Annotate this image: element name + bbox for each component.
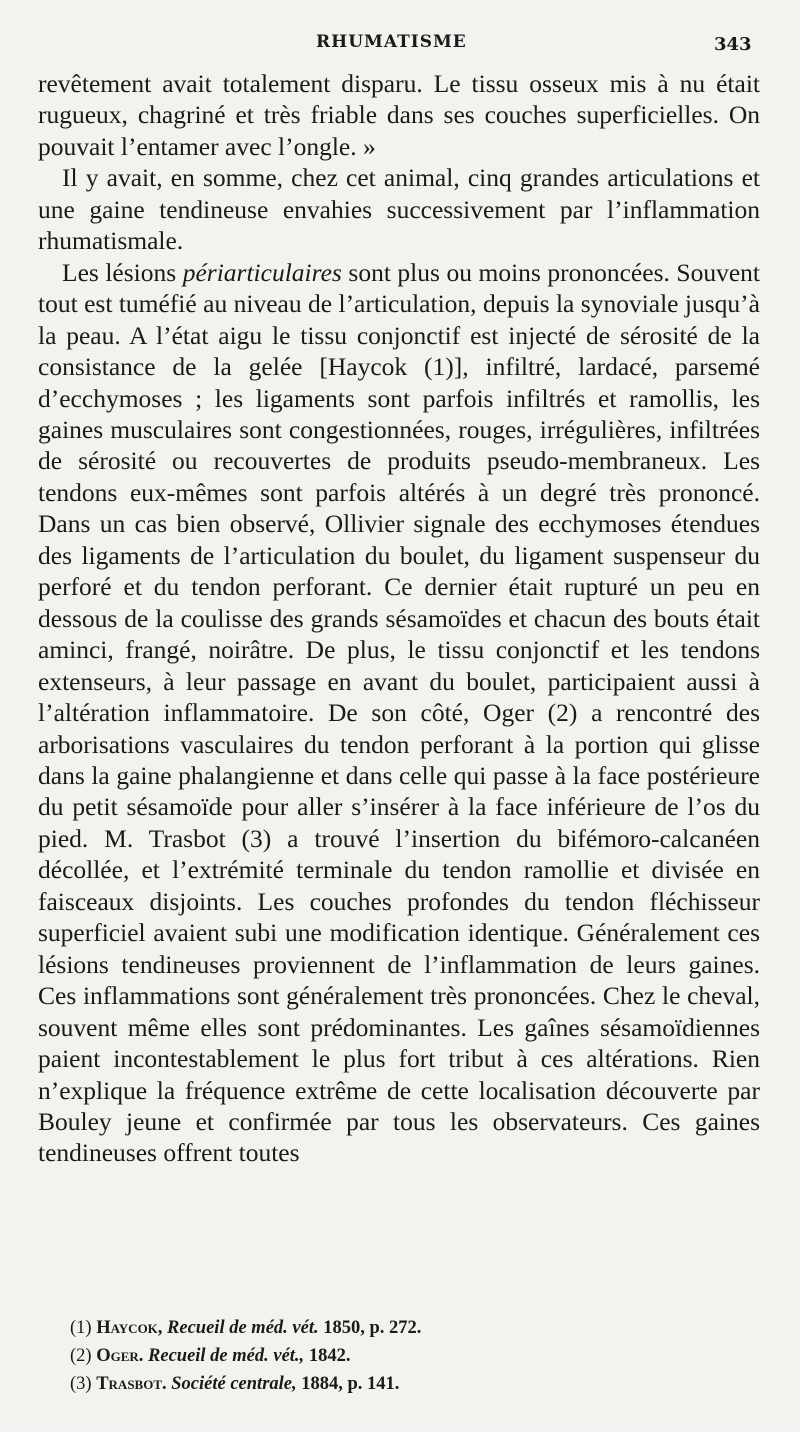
footnote-details: 1884, p. 141. xyxy=(296,1374,400,1394)
paragraph-lead: Les lésions xyxy=(62,257,183,287)
footnote-2 xyxy=(70,1342,730,1370)
footnote-number: (2) xyxy=(70,1346,92,1366)
paragraph-continued: revêtement avait totalement disparu. Le tissu osseux mis à nu était rugueux, chagriné et très friable dans ses couches superficielles. On pouvait l’entamer avec l’ongle. » xyxy=(38,69,760,161)
running-header xyxy=(0,30,800,60)
paragraph-periarticular-lesions xyxy=(38,257,760,1169)
footnote-details: 1850, p. 272. xyxy=(318,1318,422,1338)
emphasized-term: périarticulaires xyxy=(182,257,342,287)
paragraph-rest: sont plus ou moins prononcées. Souvent tout est tuméfié au niveau de l’articulation, depuis la synoviale jusqu’à la peau. A l’état aigu le tissu conjonctif est injecté de sérosité de la consistance de la gelée [Haycok (1)], infiltré, lardacé, parsemé d’ecchymoses ; les ligaments sont parfois infiltrés et ramollis, les gaines musculaires sont congestionnées, rouges, irrégulières, infiltrées de sérosité ou recouvertes de produits pseudo-membraneux. Les tendons eux-mêmes sont parfois altérés à un degré très prononcé. Dans un cas bien observé, Ollivier signale des ecchymoses étendues des ligaments de l’articulation du boulet, du ligament suspenseur du perforé et du tendon perforant. Ce dernier était rupturé un peu en dessous de la coulisse des grands sésamoïdes et chacun des bouts était aminci, frangé, noirâtre. De plus, le tissu conjonctif et les tendons extenseurs, à leur passage en avant du boulet, participaient aussi à l’altération inflammatoire. De son côté, Oger (2) a rencontré des arborisations vasculaires du tendon perforant à la portion qui glisse dans la gaine phalangienne et dans celle qui passe à la face postérieure du petit sésamoïde pour aller s’insérer à la face inférieure de l’os du pied. M. Trasbot (3) a trouvé l’insertion du bifémoro-calcanéen décollée, et l’extrémité terminale du tendon ramollie et divisée en faisceaux disjoints. Les couches profondes du tendon fléchisseur superficiel avaient subi une modification identique. Généralement ces lésions tendineuses proviennent de l’inflammation de leurs gaines. Ces inflammations sont généralement très prononcées. Chez le cheval, souvent même elles sont prédominantes. Les gaînes sésamoïdiennes paient incontestablement le plus fort tribut à ces altérations. Rien n’explique la fréquence extrême de cette localisation découverte par Bouley jeune et confirmée par tous les observateurs. Ces gaines tendineuses offrent toutes xyxy=(38,257,760,1168)
footnotes xyxy=(70,1314,730,1398)
footnote-3 xyxy=(70,1370,730,1398)
footnote-author: Haycok, xyxy=(96,1318,163,1338)
footnote-source: Société centrale, xyxy=(171,1374,297,1394)
footnote-1 xyxy=(70,1314,730,1342)
footnote-number: (3) xyxy=(70,1374,92,1394)
running-title: RHUMATISME xyxy=(316,32,467,52)
footnote-author: Oger. xyxy=(96,1346,144,1366)
body-text xyxy=(38,68,760,1169)
footnote-source: Recueil de méd. vét., xyxy=(148,1346,305,1366)
footnote-number: (1) xyxy=(70,1318,92,1338)
page-number: 343 xyxy=(714,34,752,55)
paragraph-summary: Il y avait, en somme, chez cet animal, cinq grandes articulations et une gaine tendineuse envahies successivement par l’inflammation rhumatismale. xyxy=(38,163,760,256)
footnote-author: Trasbot. xyxy=(96,1374,167,1394)
footnote-source: Recueil de méd. vét. xyxy=(167,1318,319,1338)
footnote-details: 1842. xyxy=(304,1346,351,1366)
